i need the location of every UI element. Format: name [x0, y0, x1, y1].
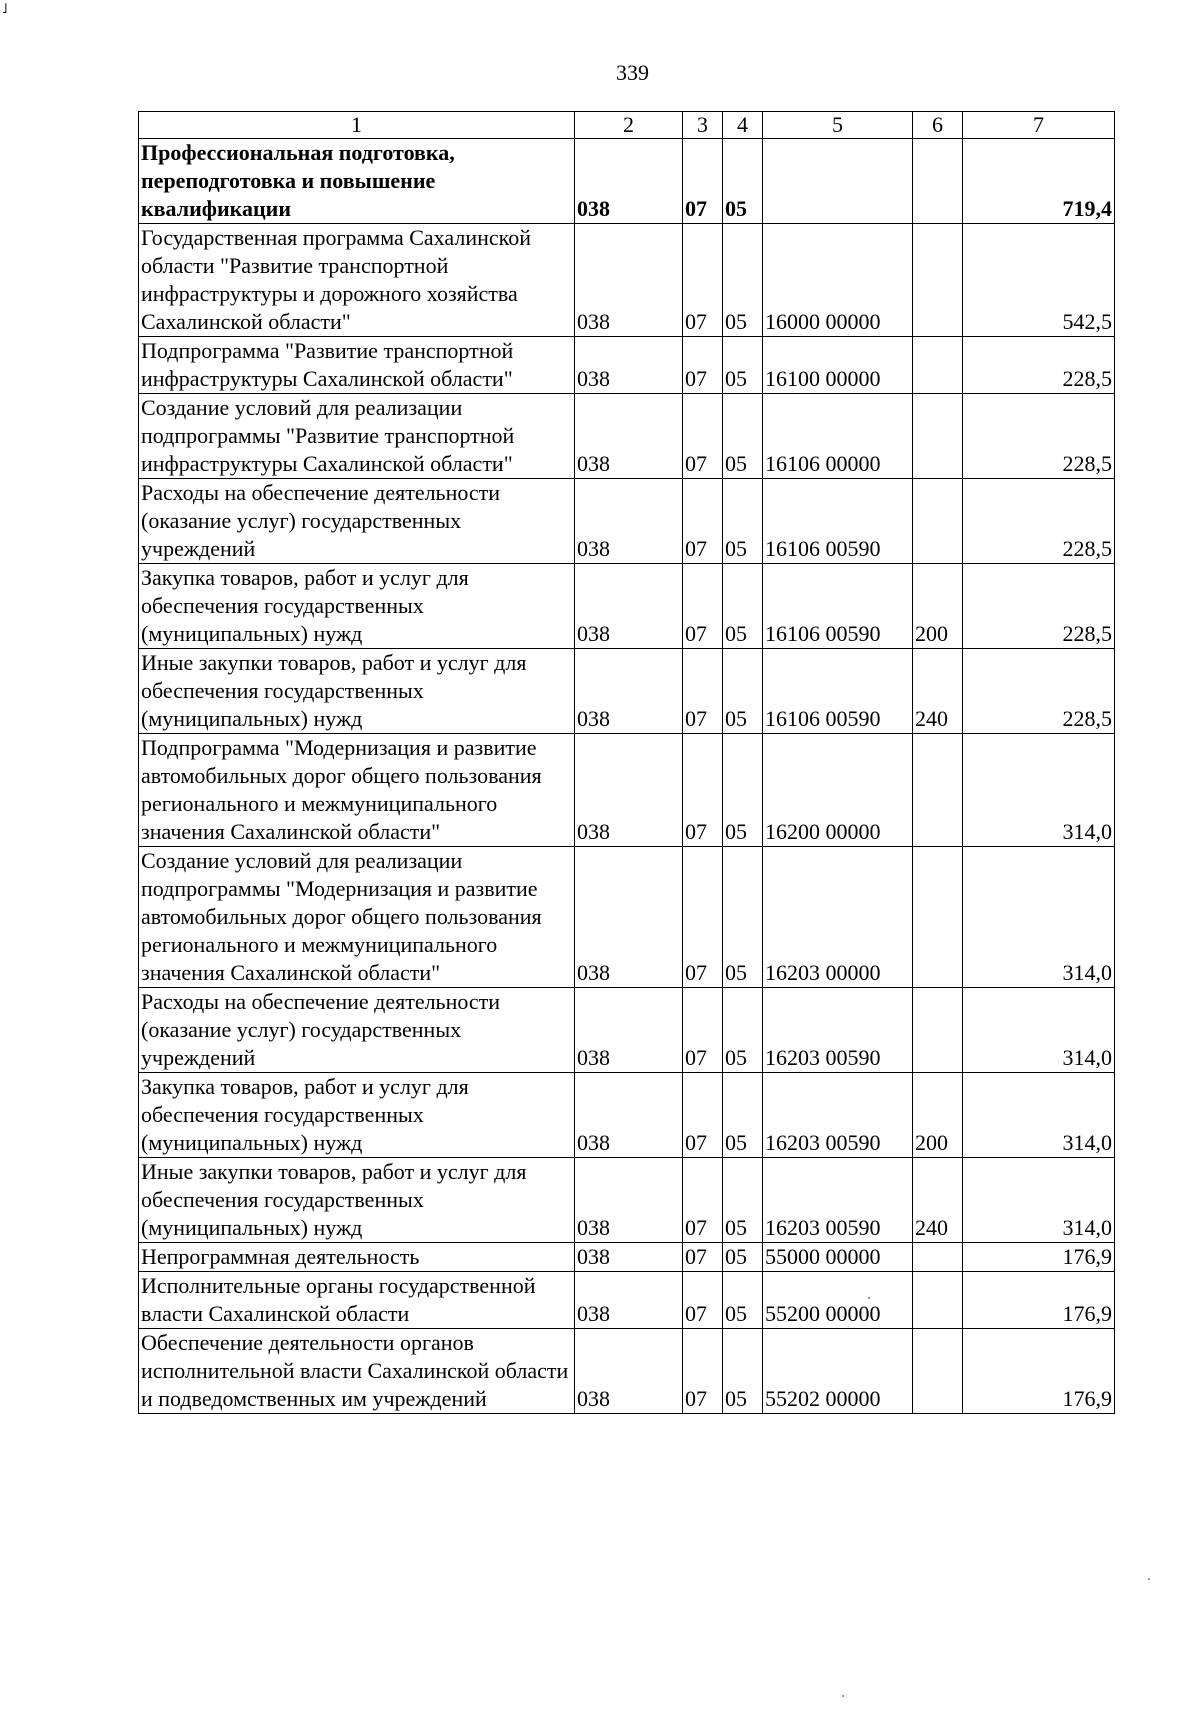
column-number: 1 [139, 112, 575, 139]
row-amount: 228,5 [963, 479, 1115, 564]
row-expense-type: 240 [913, 1158, 963, 1243]
row-target-article: 16200 00000 [763, 734, 913, 847]
row-admin-code: 038 [575, 649, 683, 734]
row-subsection: 05 [723, 1073, 763, 1158]
table-row [139, 479, 1115, 564]
row-amount: 314,0 [963, 988, 1115, 1073]
row-name: Непрограммная деятельность [139, 1243, 575, 1272]
table-row [139, 1158, 1115, 1243]
column-number: 6 [913, 112, 963, 139]
row-name: Государственная программа Сахалинской области "Развитие транспортной инфраструктуры и дорожного хозяйства Сахалинской области" [139, 224, 575, 337]
column-number: 3 [683, 112, 723, 139]
row-amount: 719,4 [963, 139, 1115, 224]
row-admin-code: 038 [575, 337, 683, 394]
row-subsection: 05 [723, 224, 763, 337]
table-row [139, 649, 1115, 734]
row-target-article: 16106 00000 [763, 394, 913, 479]
row-name: Иные закупки товаров, работ и услуг для обеспечения государственных (муниципальных) нужд [139, 1158, 575, 1243]
row-expense-type [913, 479, 963, 564]
row-target-article [763, 139, 913, 224]
table-row [139, 224, 1115, 337]
row-subsection: 05 [723, 734, 763, 847]
column-number: 2 [575, 112, 683, 139]
row-amount: 176,9 [963, 1243, 1115, 1272]
table-row [139, 564, 1115, 649]
table-row [139, 394, 1115, 479]
table-row [139, 1243, 1115, 1272]
row-expense-type [913, 847, 963, 988]
row-target-article: 16106 00590 [763, 564, 913, 649]
row-section: 07 [683, 1329, 723, 1414]
row-section: 07 [683, 139, 723, 224]
row-expense-type: 200 [913, 1073, 963, 1158]
column-number-row [139, 112, 1115, 139]
row-expense-type [913, 1272, 963, 1329]
row-subsection: 05 [723, 139, 763, 224]
row-section: 07 [683, 649, 723, 734]
row-expense-type [913, 734, 963, 847]
row-subsection: 05 [723, 479, 763, 564]
row-amount: 314,0 [963, 1158, 1115, 1243]
row-section: 07 [683, 988, 723, 1073]
row-admin-code: 038 [575, 139, 683, 224]
row-subsection: 05 [723, 1158, 763, 1243]
row-section: 07 [683, 1243, 723, 1272]
row-target-article: 16203 00590 [763, 1073, 913, 1158]
row-section: 07 [683, 224, 723, 337]
row-subsection: 05 [723, 649, 763, 734]
row-target-article: 55000 00000 [763, 1243, 913, 1272]
row-admin-code: 038 [575, 1243, 683, 1272]
row-admin-code: 038 [575, 988, 683, 1073]
row-target-article: 16106 00590 [763, 649, 913, 734]
row-amount: 228,5 [963, 564, 1115, 649]
scan-speck [842, 1695, 844, 1697]
row-target-article: 55200 00000 [763, 1272, 913, 1329]
row-name: Исполнительные органы государственной власти Сахалинской области [139, 1272, 575, 1329]
table-row [139, 734, 1115, 847]
row-amount: 314,0 [963, 1073, 1115, 1158]
row-target-article: 16000 00000 [763, 224, 913, 337]
row-name: Подпрограмма "Модернизация и развитие автомобильных дорог общего пользования регионального и межмуниципального значения Сахалинской области" [139, 734, 575, 847]
row-section: 07 [683, 734, 723, 847]
table-row [139, 1329, 1115, 1414]
row-target-article: 16203 00590 [763, 1158, 913, 1243]
row-name: Закупка товаров, работ и услуг для обеспечения государственных (муниципальных) нужд [139, 1073, 575, 1158]
row-expense-type [913, 394, 963, 479]
row-subsection: 05 [723, 988, 763, 1073]
row-expense-type [913, 224, 963, 337]
row-subsection: 05 [723, 337, 763, 394]
row-subsection: 05 [723, 1329, 763, 1414]
row-admin-code: 038 [575, 847, 683, 988]
table-row [139, 1272, 1115, 1329]
row-section: 07 [683, 1158, 723, 1243]
row-amount: 228,5 [963, 649, 1115, 734]
row-amount: 314,0 [963, 734, 1115, 847]
row-amount: 314,0 [963, 847, 1115, 988]
row-admin-code: 038 [575, 734, 683, 847]
row-amount: 542,5 [963, 224, 1115, 337]
row-name: Создание условий для реализации подпрограммы "Развитие транспортной инфраструктуры Сахалинской области" [139, 394, 575, 479]
row-section: 07 [683, 1073, 723, 1158]
row-section: 07 [683, 564, 723, 649]
table-row [139, 1073, 1115, 1158]
row-name: Подпрограмма "Развитие транспортной инфраструктуры Сахалинской области" [139, 337, 575, 394]
scan-speck [1148, 1578, 1150, 1580]
row-target-article: 16203 00590 [763, 988, 913, 1073]
row-target-article: 16203 00000 [763, 847, 913, 988]
row-section: 07 [683, 479, 723, 564]
row-expense-type [913, 1243, 963, 1272]
row-section: 07 [683, 847, 723, 988]
row-admin-code: 038 [575, 1158, 683, 1243]
row-target-article: 16106 00590 [763, 479, 913, 564]
row-admin-code: 038 [575, 1329, 683, 1414]
page-number: 339 [616, 60, 649, 85]
row-admin-code: 038 [575, 224, 683, 337]
row-expense-type: 240 [913, 649, 963, 734]
row-admin-code: 038 [575, 1272, 683, 1329]
row-subsection: 05 [723, 394, 763, 479]
row-subsection: 05 [723, 564, 763, 649]
row-name: Расходы на обеспечение деятельности (оказание услуг) государственных учреждений [139, 479, 575, 564]
row-expense-type: 200 [913, 564, 963, 649]
table-row [139, 139, 1115, 224]
row-expense-type [913, 1329, 963, 1414]
column-number: 4 [723, 112, 763, 139]
row-subsection: 05 [723, 1272, 763, 1329]
row-expense-type [913, 337, 963, 394]
column-number: 7 [963, 112, 1115, 139]
row-admin-code: 038 [575, 1073, 683, 1158]
row-name: Профессиональная подготовка, переподготовка и повышение квалификации [139, 139, 575, 224]
table-row [139, 988, 1115, 1073]
column-number: 5 [763, 112, 913, 139]
row-name: Расходы на обеспечение деятельности (оказание услуг) государственных учреждений [139, 988, 575, 1073]
row-admin-code: 038 [575, 564, 683, 649]
row-name: Закупка товаров, работ и услуг для обеспечения государственных (муниципальных) нужд [139, 564, 575, 649]
table-row [139, 847, 1115, 988]
scan-mark: ˩ [2, 2, 8, 17]
row-amount: 176,9 [963, 1272, 1115, 1329]
row-name: Создание условий для реализации подпрограммы "Модернизация и развитие автомобильных дорог общего пользования регионального и межмуниципального значения Сахалинской области" [139, 847, 575, 988]
row-target-article: 16100 00000 [763, 337, 913, 394]
row-admin-code: 038 [575, 479, 683, 564]
row-amount: 228,5 [963, 394, 1115, 479]
row-amount: 176,9 [963, 1329, 1115, 1414]
row-section: 07 [683, 1272, 723, 1329]
row-section: 07 [683, 394, 723, 479]
row-subsection: 05 [723, 1243, 763, 1272]
row-target-article: 55202 00000 [763, 1329, 913, 1414]
table-row [139, 337, 1115, 394]
row-amount: 228,5 [963, 337, 1115, 394]
row-subsection: 05 [723, 847, 763, 988]
row-admin-code: 038 [575, 394, 683, 479]
budget-table [138, 111, 1115, 1414]
row-section: 07 [683, 337, 723, 394]
row-name: Иные закупки товаров, работ и услуг для обеспечения государственных (муниципальных) нужд [139, 649, 575, 734]
row-name: Обеспечение деятельности органов исполнительной власти Сахалинской области и подведомственных им учреждений [139, 1329, 575, 1414]
row-expense-type [913, 139, 963, 224]
row-expense-type [913, 988, 963, 1073]
